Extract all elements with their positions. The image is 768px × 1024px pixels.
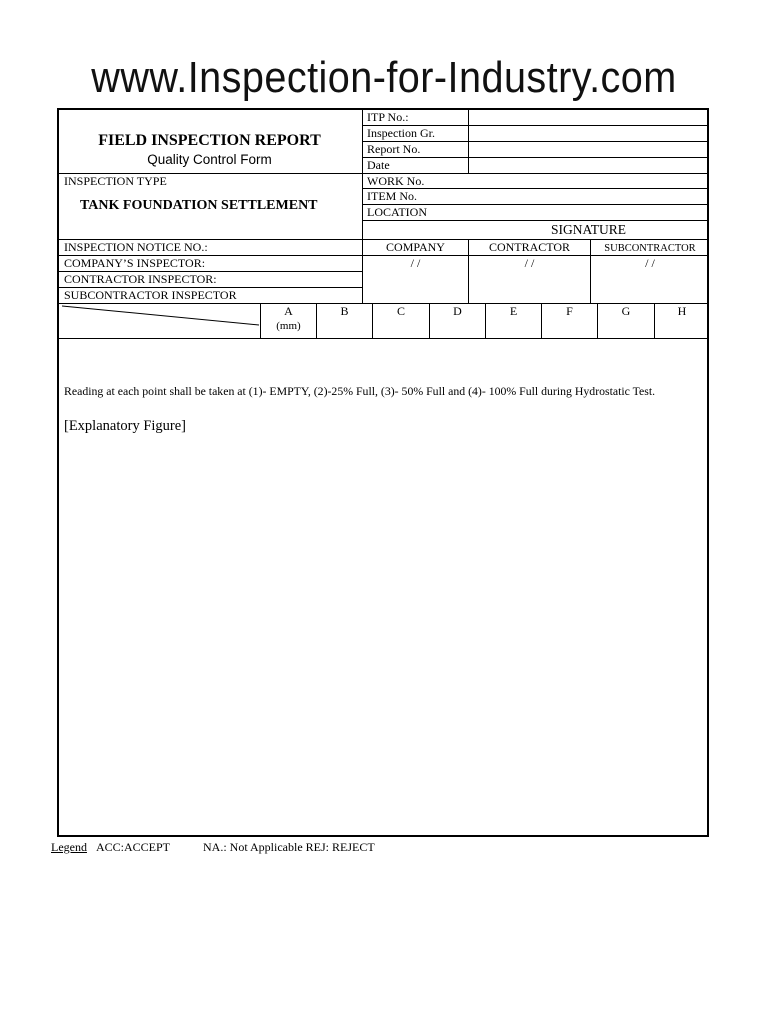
point-h: H: [677, 304, 687, 318]
point-b: B: [340, 304, 349, 318]
website-banner: www.Inspection-for-Industry.com: [91, 53, 677, 102]
explanatory-figure-label: [Explanatory Figure]: [64, 418, 187, 434]
date-label: Date: [367, 158, 390, 172]
rule: [362, 157, 709, 158]
point-a: A: [284, 304, 293, 318]
signature-subcontractor: SUBCONTRACTOR: [604, 243, 696, 254]
point-c: C: [396, 304, 405, 318]
inspection-notice-label: INSPECTION NOTICE NO.:: [64, 240, 208, 254]
rule: [57, 338, 709, 339]
diagonal-divider: [62, 304, 260, 338]
report-subtitle: Quality Control Form: [147, 152, 272, 167]
item-no-label: ITEM No.: [367, 189, 417, 203]
rule: [362, 108, 363, 304]
point-f: F: [566, 304, 573, 318]
reading-note: Reading at each point shall be taken at (1)- EMPTY, (2)-25% Full, (3)- 50% Full and (4)- 100% Full during Hydrostatic Test.: [64, 384, 656, 398]
subcontractor-inspector-label: SUBCONTRACTOR INSPECTOR: [64, 288, 237, 302]
rule: [468, 108, 469, 173]
signature-heading: SIGNATURE: [550, 222, 626, 237]
inspection-gr-label: Inspection Gr.: [367, 126, 435, 140]
legend-na-reject: NA.: Not Applicable REJ: REJECT: [203, 840, 375, 854]
subcontractor-date: / /: [645, 256, 655, 270]
legend-label: Legend: [51, 840, 87, 854]
report-no-label: Report No.: [367, 142, 421, 156]
company-inspector-label: COMPANY’S INSPECTOR:: [64, 256, 206, 270]
inspection-type-label: INSPECTION TYPE: [64, 174, 167, 188]
inspection-type-value: TANK FOUNDATION SETTLEMENT: [80, 198, 318, 213]
point-unit: (mm): [276, 320, 301, 332]
contractor-date: / /: [524, 256, 535, 270]
point-d: D: [453, 304, 462, 318]
company-date: / /: [410, 256, 421, 270]
work-no-label: WORK No.: [367, 174, 425, 188]
point-g: G: [621, 304, 631, 318]
legend-accept: ACC:ACCEPT: [96, 840, 171, 854]
contractor-inspector-label: CONTRACTOR INSPECTOR:: [64, 272, 217, 286]
signature-company: COMPANY: [386, 240, 445, 254]
signature-contractor: CONTRACTOR: [488, 240, 571, 254]
report-title: FIELD INSPECTION REPORT: [98, 132, 321, 149]
location-label: LOCATION: [367, 205, 427, 219]
itp-no-label: ITP No.:: [367, 110, 409, 124]
point-e: E: [509, 304, 518, 318]
